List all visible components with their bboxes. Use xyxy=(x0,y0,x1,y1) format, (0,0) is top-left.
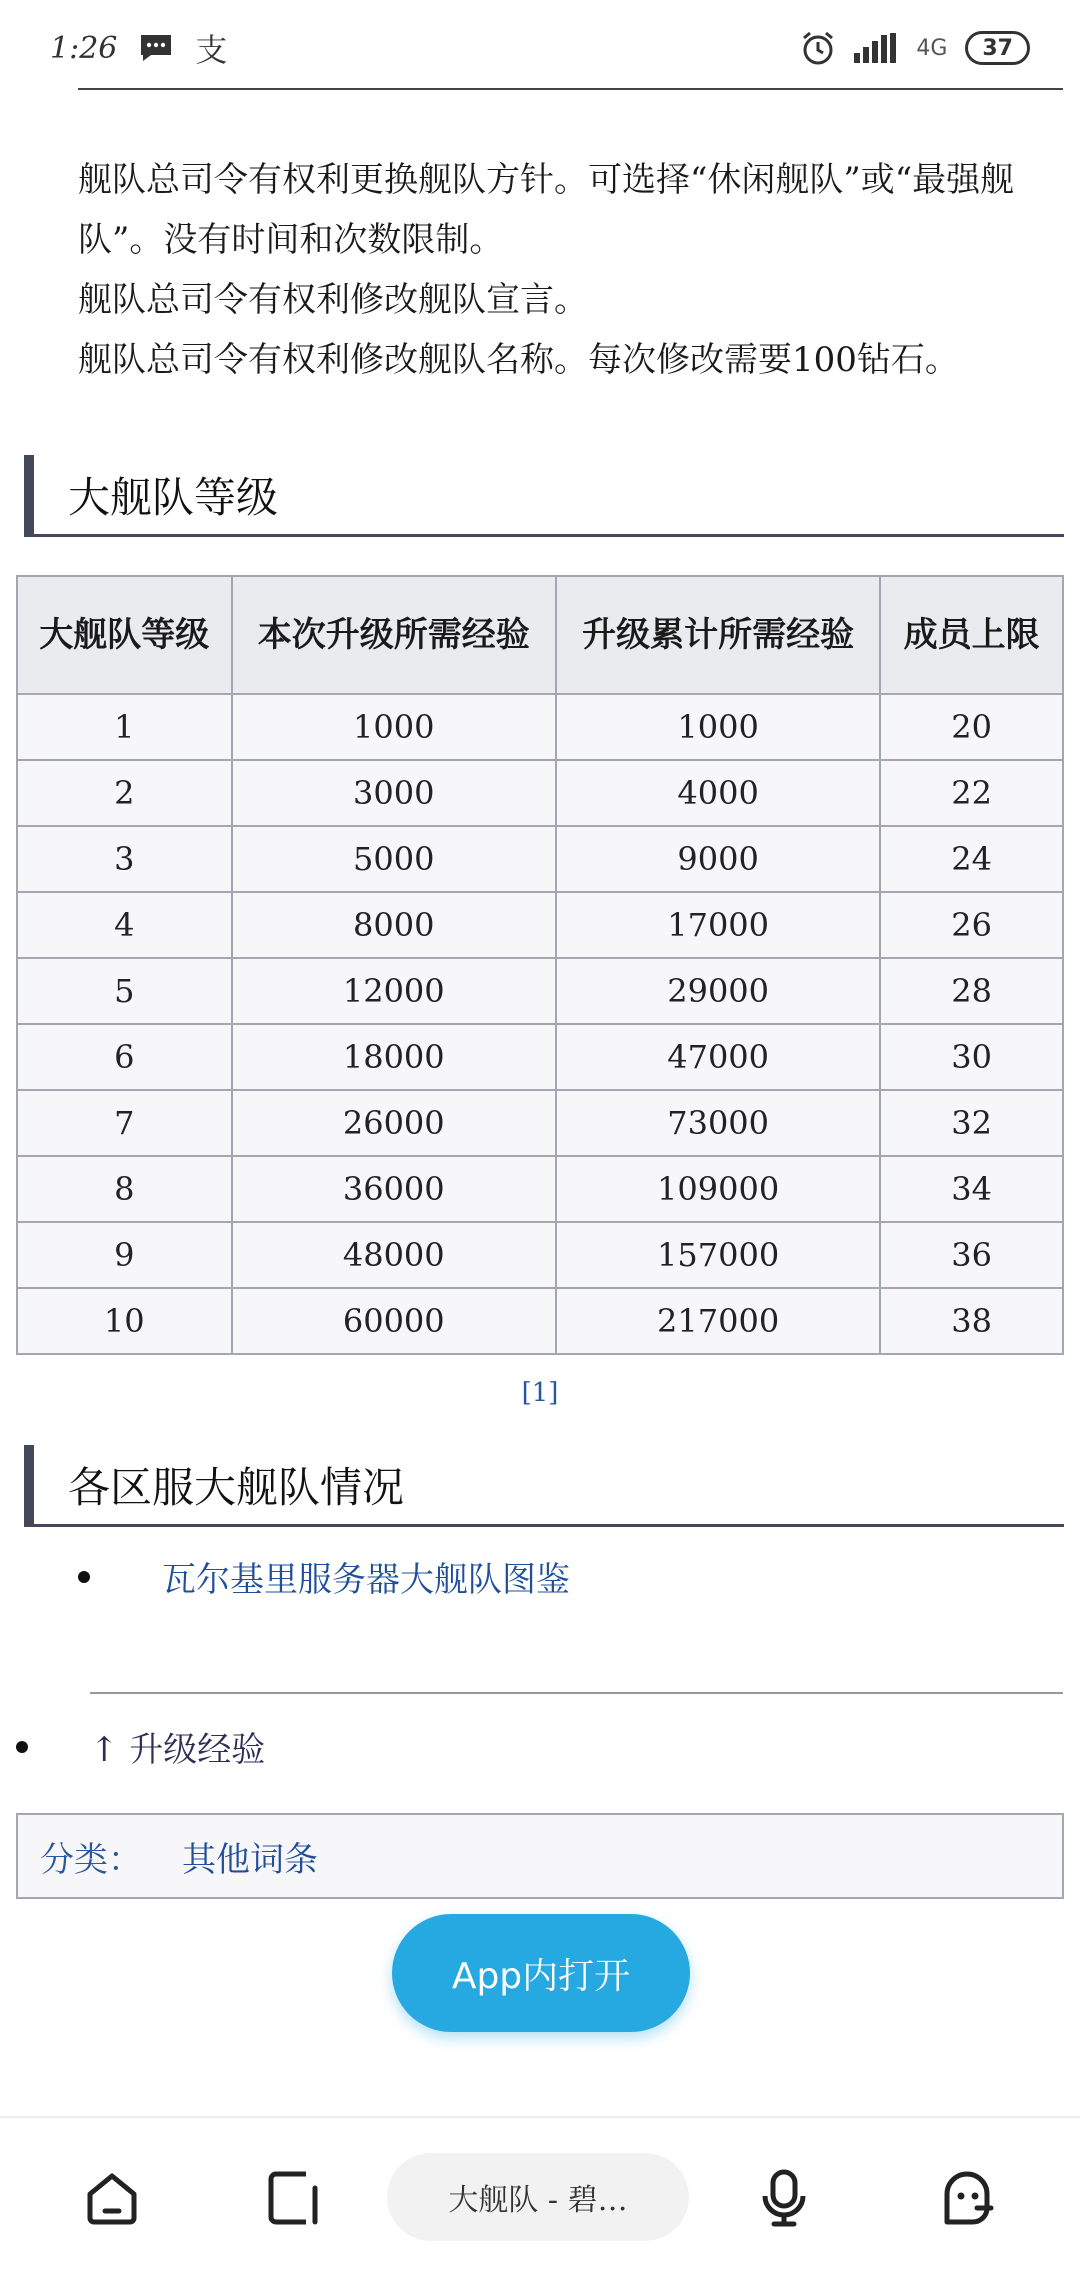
table-cell: 3 xyxy=(17,826,232,892)
table-row xyxy=(17,694,1063,760)
table-cell: 60000 xyxy=(232,1288,556,1354)
table-cell: 3000 xyxy=(232,760,556,826)
table-row xyxy=(17,826,1063,892)
table-cell: 28 xyxy=(880,958,1063,1024)
table-cell: 9 xyxy=(17,1222,232,1288)
intro-paragraph-3: 舰队总司令有权利修改舰队名称。每次修改需要100钻石。 xyxy=(78,340,959,380)
table-cell: 29000 xyxy=(556,958,880,1024)
status-bar xyxy=(0,0,1080,96)
table-cell: 73000 xyxy=(556,1090,880,1156)
table-row xyxy=(17,1288,1063,1354)
table-cell: 5 xyxy=(17,958,232,1024)
server-link-list xyxy=(0,1552,1080,1601)
table-cell: 17000 xyxy=(556,892,880,958)
table-cell: 26000 xyxy=(232,1090,556,1156)
up-arrow-icon: ↑ xyxy=(90,1730,119,1770)
table-cell: 24 xyxy=(880,826,1063,892)
column-header: 成员上限 xyxy=(880,576,1063,694)
section-header-fleet-level xyxy=(24,455,1064,537)
table-cell: 109000 xyxy=(556,1156,880,1222)
table-cell: 157000 xyxy=(556,1222,880,1288)
table-cell: 36000 xyxy=(232,1156,556,1222)
table-cell: 4000 xyxy=(556,760,880,826)
section-title: 大舰队等级 xyxy=(68,472,279,522)
table-cell: 5000 xyxy=(232,826,556,892)
column-header: 升级累计所需经验 xyxy=(556,576,880,694)
table-cell: 8000 xyxy=(232,892,556,958)
intro-paragraph-1: 舰队总司令有权利更换舰队方针。可选择“休闲舰队”或“最强舰队”。没有时间和次数限制。 xyxy=(78,160,1015,260)
list-item xyxy=(0,1552,1080,1601)
table-cell: 38 xyxy=(880,1288,1063,1354)
table-cell: 7 xyxy=(17,1090,232,1156)
table-cell: 26 xyxy=(880,892,1063,958)
battery-indicator: 37 xyxy=(965,31,1030,65)
reference-link[interactable]: [1] xyxy=(521,1378,559,1408)
footnote-list xyxy=(0,1722,1080,1771)
content-divider xyxy=(90,1692,1063,1694)
footnote-label: 升级经验 xyxy=(129,1730,266,1770)
table-cell: 1000 xyxy=(556,694,880,760)
intro-paragraph-2: 舰队总司令有权利修改舰队宣言。 xyxy=(78,280,588,320)
table-row xyxy=(17,1222,1063,1288)
table-cell: 8 xyxy=(17,1156,232,1222)
address-bar[interactable]: 大舰队 - 碧… xyxy=(387,2153,689,2241)
open-in-app-button[interactable]: App内打开 xyxy=(392,1914,690,2032)
category-box xyxy=(16,1813,1064,1899)
category-link[interactable]: 其他词条 xyxy=(182,1839,318,1880)
category-label: 分类： xyxy=(40,1839,142,1880)
fleet-level-table xyxy=(16,575,1064,1355)
table-cell: 1 xyxy=(17,694,232,760)
alipay-icon: 支 xyxy=(195,31,228,69)
table-cell: 2 xyxy=(17,760,232,826)
intro-text xyxy=(78,150,1063,390)
table-row xyxy=(17,1024,1063,1090)
table-row xyxy=(17,1090,1063,1156)
table-cell: 34 xyxy=(880,1156,1063,1222)
table-header-row xyxy=(17,576,1063,694)
table-cell: 47000 xyxy=(556,1024,880,1090)
table-cell: 9000 xyxy=(556,826,880,892)
table-cell: 10 xyxy=(17,1288,232,1354)
top-divider xyxy=(78,88,1063,90)
tabs-icon[interactable] xyxy=(262,2166,326,2230)
table-cell: 4 xyxy=(17,892,232,958)
status-time: 1:26 xyxy=(50,30,118,66)
alarm-icon xyxy=(800,30,836,66)
footnote-backlink[interactable] xyxy=(90,1722,265,1771)
table-row xyxy=(17,1156,1063,1222)
list-item xyxy=(0,1722,1080,1771)
table-cell: 20 xyxy=(880,694,1063,760)
table-cell: 217000 xyxy=(556,1288,880,1354)
network-type: 4G xyxy=(916,35,948,61)
table-cell: 36 xyxy=(880,1222,1063,1288)
column-header: 本次升级所需经验 xyxy=(232,576,556,694)
section-title: 各区服大舰队情况 xyxy=(68,1462,405,1512)
bullet-icon xyxy=(78,1571,90,1583)
table-row xyxy=(17,958,1063,1024)
column-header: 大舰队等级 xyxy=(17,576,232,694)
table-row xyxy=(17,892,1063,958)
assistant-icon[interactable] xyxy=(935,2166,999,2230)
table-cell: 1000 xyxy=(232,694,556,760)
message-icon xyxy=(139,33,173,63)
table-cell: 32 xyxy=(880,1090,1063,1156)
server-guide-link[interactable]: 瓦尔基里服务器大舰队图鉴 xyxy=(162,1560,570,1600)
table-row xyxy=(17,760,1063,826)
table-cell: 12000 xyxy=(232,958,556,1024)
microphone-icon[interactable] xyxy=(752,2166,816,2230)
table-cell: 6 xyxy=(17,1024,232,1090)
signal-icon xyxy=(854,33,898,63)
table-cell: 22 xyxy=(880,760,1063,826)
bullet-icon xyxy=(16,1741,28,1753)
table-cell: 30 xyxy=(880,1024,1063,1090)
home-icon[interactable] xyxy=(80,2166,144,2230)
section-header-servers xyxy=(24,1445,1064,1527)
table-cell: 48000 xyxy=(232,1222,556,1288)
table-cell: 18000 xyxy=(232,1024,556,1090)
